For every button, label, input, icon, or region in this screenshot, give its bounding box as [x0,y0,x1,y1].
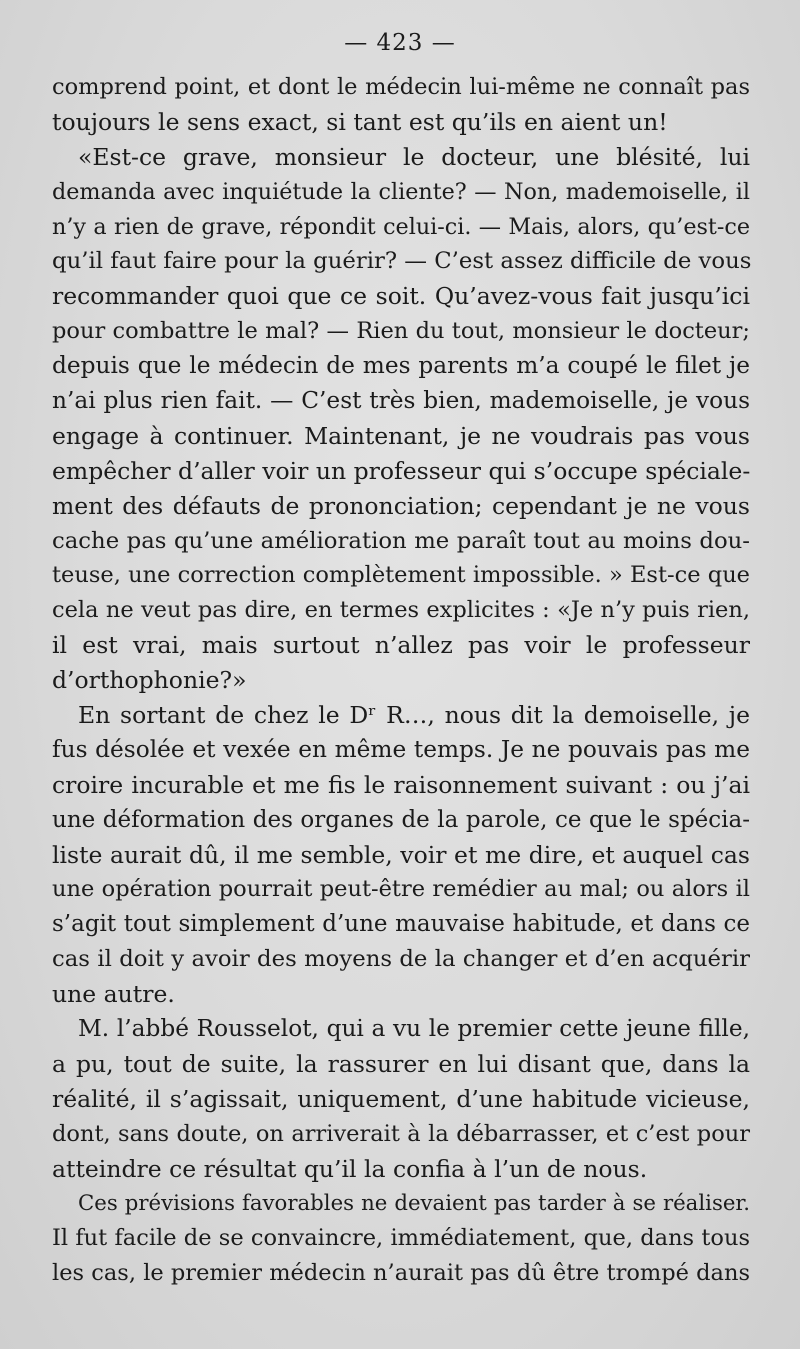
text-line: réalité, il s’agissait, uniquement, d’une habitude vicieuse, [52,1084,750,1113]
text-line: teuse, une correction complètement impossible. » Est-ce que [52,562,750,589]
text-line: demanda avec inquiétude la cliente? — Non, mademoiselle, il [52,178,750,205]
text-line: cas il doit y avoir des moyens de la changer et d’en acquérir [52,946,750,973]
text-line: comprend point, et dont le médecin lui-même ne connaît pas [52,74,750,100]
text-line: croire incurable et me fis le raisonnement suivant : ou j’ai [52,770,750,799]
text-line: cache pas qu’une amélioration me paraît tout au moins dou- [52,527,750,554]
paragraph [52,698,750,1012]
text-line: M. l’abbé Rousselot, qui a vu le premier cette jeune fille, [78,1015,750,1043]
text-line: depuis que le médecin de mes parents m’a coupé le filet je [52,352,750,380]
text-line: Il fut facile de se convaincre, immédiatement, que, dans tous [52,1225,750,1252]
text-line: atteindre ce résultat qu’il la confia à l’un de nous. [52,1154,648,1183]
text-line: En sortant de chez le Dʳ R…, nous dit la demoiselle, je [78,701,750,730]
paragraph [52,1012,750,1186]
text-line: engage à continuer. Maintenant, je ne voudrais pas vous [52,421,750,450]
body-text [52,70,750,1291]
text-line: cela ne veut pas dire, en termes explicites : «Je n’y puis rien, [52,597,750,624]
text-line: n’ai plus rien fait. — C’est très bien, mademoiselle, je vous [52,387,750,415]
text-line: d’orthophonie?» [52,666,247,695]
text-line: les cas, le premier médecin n’aurait pas dû être trompé dans [52,1260,750,1287]
text-line: s’agit tout simplement d’une mauvaise habitude, et dans ce [52,911,750,938]
text-line: une déformation des organes de la parole, ce que le spécia- [52,806,750,833]
text-line: ment des défauts de prononciation; cependant je ne vous [52,491,750,520]
text-line: Ces prévisions favorables ne devaient pas tarder à se réaliser. [78,1190,750,1216]
text-line: a pu, tout de suite, la rassurer en lui disant que, dans la [52,1049,750,1078]
text-line: toujours le sens exact, si tant est qu’ils en aient un! [52,107,668,136]
text-line: recommander quoi que ce soit. Qu’avez-vous fait jusqu’ici [52,282,750,311]
paragraph [52,1187,750,1292]
text-line: il est vrai, mais surtout n’allez pas voir le professeur [52,631,750,660]
page-number: — 423 — [344,30,456,56]
text-line: une opération pourrait peut-être remédier au mal; ou alors il [52,876,750,903]
text-line: fus désolée et vexée en même temps. Je ne pouvais pas me [52,735,750,763]
text-line: qu’il faut faire pour la guérir? — C’est assez difficile de vous [52,248,752,275]
text-line: n’y a rien de grave, répondit celui-ci. — Mais, alors, qu’est-ce [52,213,750,240]
paragraph [52,140,750,698]
text-line: dont, sans doute, on arriverait à la débarrasser, et c’est pour [52,1120,750,1147]
text-line: liste aurait dû, il me semble, voir et me dire, et auquel cas [52,840,750,869]
text-line: pour combattre le mal? — Rien du tout, monsieur le docteur; [52,318,750,345]
text-line: empêcher d’aller voir un professeur qui s’occupe spéciale- [52,456,751,485]
paragraph [52,70,750,140]
text-line: «Est-ce grave, monsieur le docteur, une blésité, lui [78,142,750,171]
text-line: une autre. [52,980,175,1009]
